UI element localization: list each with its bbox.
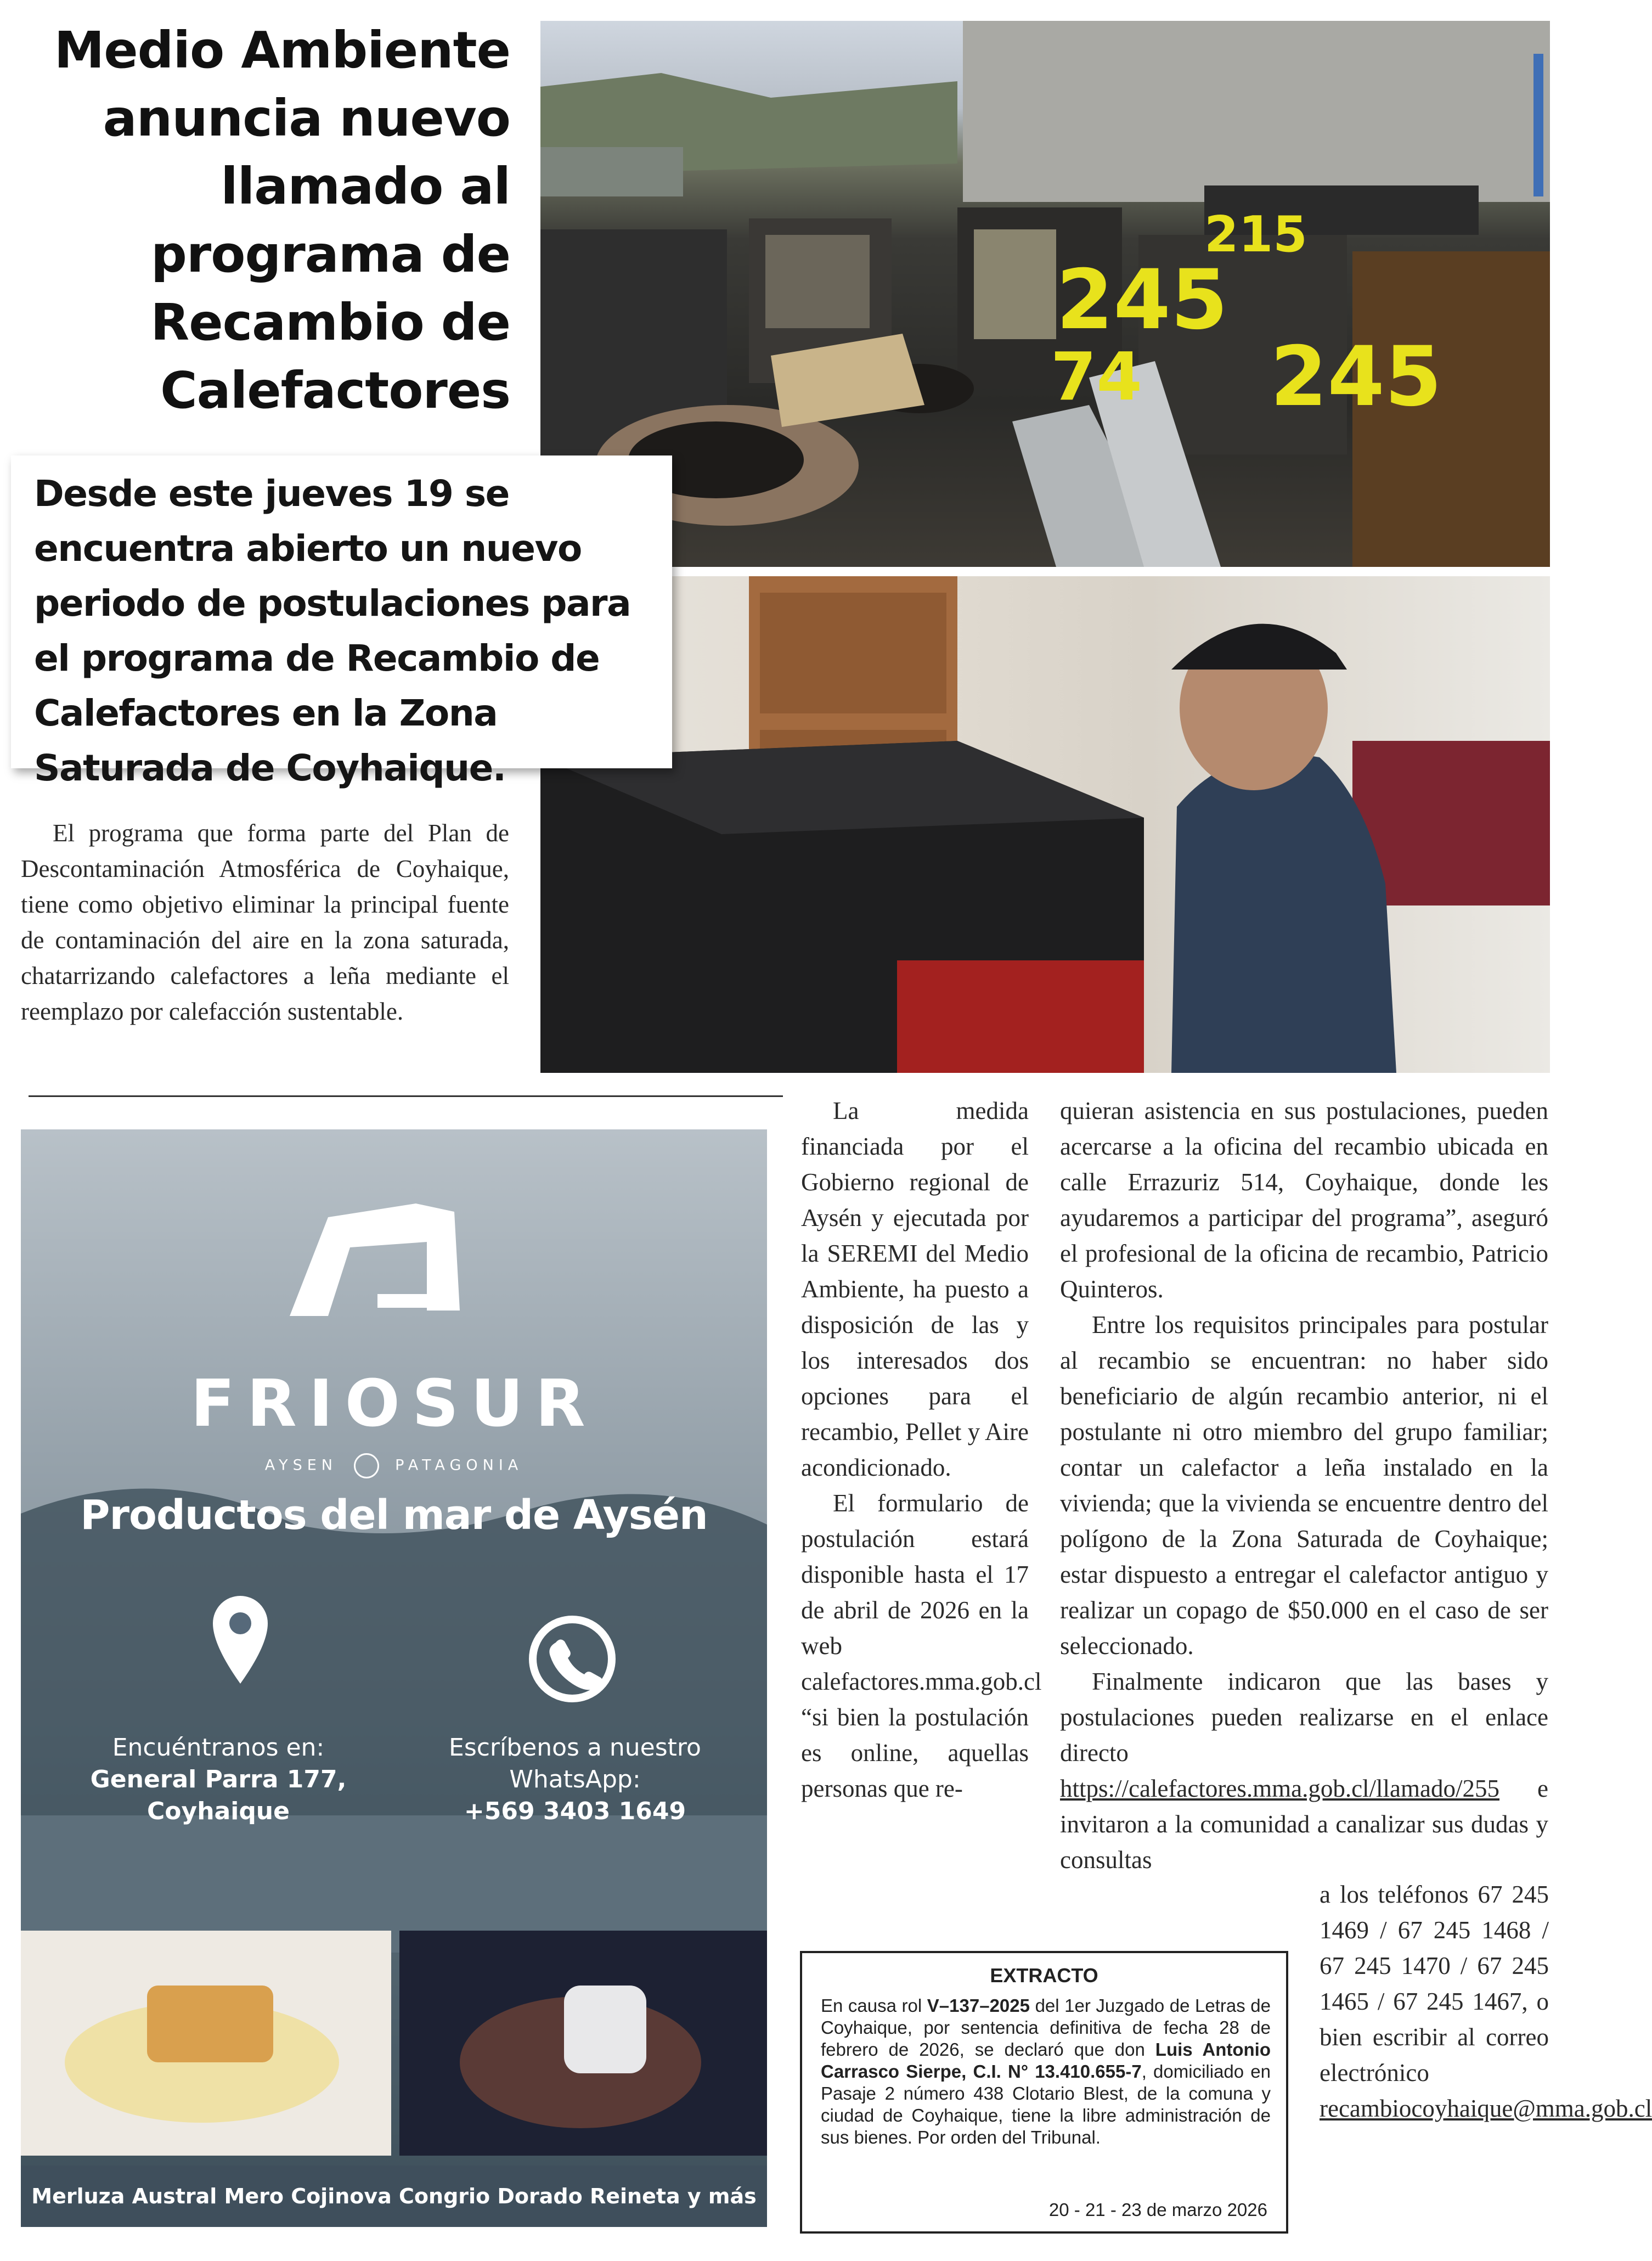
photo-man-new-stove	[540, 576, 1550, 1073]
article-paragraph	[1060, 1664, 1548, 1878]
article-intro	[21, 815, 509, 1030]
extracto-rol: V–137–2025	[927, 1995, 1030, 2016]
article-paragraph: quieran asistencia en sus postulaciones, pueden acercarse a la oficina del recambio ubicada en calle Errazuriz 514, Coyhaique, donde les ayudaremos a participar del programa”, aseguró el profesional de la oficina de recambio, Patricio Quinteros.	[1060, 1097, 1548, 1303]
fish-fillet	[147, 1986, 273, 2062]
lead-text: Desde este jueves 19 se encuentra abierto un nuevo periodo de postulaciones para el programa de Recambio de Calefactores en la Zona Saturada de Coyhaique.	[34, 473, 631, 789]
building-shape	[540, 147, 683, 196]
article-paragraph: La medida financiada por el Gobierno regional de Aysén y ejecutada por la SEREMI del Medio Ambiente, ha puesto a disposición de las y los interesados dos opciones para el recambio, Pellet y Aire acondicionado.	[801, 1097, 1029, 1481]
article-column-right	[1060, 1093, 1548, 1878]
address-label: Encuéntranos en:	[112, 1734, 325, 1762]
calefactores-link[interactable]: https://calefactores.mma.gob.cl/llamado/255	[1060, 1775, 1500, 1802]
friosur-advertisement	[21, 1129, 767, 2227]
whatsapp-label: WhatsApp:	[509, 1765, 641, 1793]
location-pin-hole	[229, 1612, 251, 1634]
whatsapp-phone: +569 3403 1649	[464, 1797, 686, 1825]
extracto-text: del 1er Juzgado de Letras de Coyhaique, por sentencia definitiva de fecha 28 de febrero de 2026, se declaró que don	[821, 1995, 1271, 2060]
spray-number: 245	[1056, 252, 1228, 348]
lead-box	[11, 455, 672, 789]
ship-icon	[377, 1294, 427, 1308]
brand-subtitle	[21, 1453, 767, 1478]
intro-paragraph: El programa que forma parte del Plan de Descontaminación Atmosférica de Coyhaique, tiene como objetivo eliminar la principal fuente de contaminación del aire en la zona saturada, chatarrizando calefactores a leña mediante el reemplazo por calefacción sustentable.	[21, 819, 509, 1025]
address-line: Coyhaique	[147, 1797, 290, 1825]
article-paragraph: El formulario de postulación estará disponible hasta el 17 de abril de 2026 en la web calefactores.mma.gob.cl “si bien la postulación es online, aquellas personas que re-	[801, 1489, 1042, 1802]
extracto-notice	[800, 1951, 1288, 2234]
headline-line: Recambio de	[150, 293, 510, 352]
spray-number: 245	[1270, 329, 1442, 425]
ad-address-block	[65, 1732, 372, 1827]
stove-red-side	[897, 960, 1144, 1073]
paragraph-text: e invitaron a la comunidad a canalizar sus dudas y consultas	[1060, 1775, 1548, 1874]
article-column-right-continued	[1320, 1877, 1652, 2127]
spray-number: 74	[1051, 339, 1142, 415]
address-line: General Parra 177,	[90, 1765, 347, 1793]
extracto-body	[821, 1995, 1271, 2148]
headline-line: anuncia nuevo	[103, 89, 510, 148]
headline	[22, 16, 510, 425]
man-illustration	[540, 576, 1550, 1073]
ad-tagline: Productos del mar de Aysén	[80, 1492, 708, 1539]
article-paragraph: Entre los requisitos principales para postular al recambio se encuentran: no haber sido beneficiario de algún recambio anterior, ni el postulante ni otro miembro del grupo familiar; contar un calefactor a leña instalado en la vivienda; que la vivienda se encuentre dentro del polígono de la Zona Saturada de Coyhaique; estar dispuesto a entregar el calefactor antiguo y realizar un copago de $50.000 en el caso de ser seleccionado.	[1060, 1311, 1548, 1660]
blue-pole	[1533, 54, 1543, 196]
photo-old-stoves	[540, 21, 1550, 567]
friosur-brand: FRIOSUR	[190, 1365, 597, 1441]
extracto-dates: 20 - 21 - 23 de marzo 2026	[1048, 2200, 1267, 2220]
compass-icon	[354, 1453, 379, 1478]
fish-piece	[564, 1986, 646, 2073]
extracto-text: , domiciliado en Pasaje 2 número 438 Clotario Blest, de la comuna y ciudad de Coyhaique, tiene la libre administración de sus bienes. Por orden del Tribunal.	[821, 2061, 1271, 2147]
paragraph-text: Finalmente indicaron que las bases y postulaciones pueden realizarse en el enlace directo	[1060, 1668, 1548, 1767]
ad-background-art	[21, 1129, 767, 2227]
door-panel	[760, 593, 946, 713]
concrete-wall	[963, 21, 1550, 202]
stove-window	[765, 235, 870, 328]
ad-species-band: Merluza Austral Mero Cojinova Congrio Dorado Reineta y más	[21, 2166, 767, 2227]
extracto-name: Luis Antonio Carrasco Sierpe, C.I. N° 13.410.655-7	[821, 2039, 1271, 2082]
headline-line: programa de	[151, 225, 510, 284]
friosur-logo-icon	[290, 1203, 460, 1316]
subtitle-left: AYSEN	[264, 1456, 337, 1474]
stove-window	[974, 229, 1056, 339]
headline-line: llamado al	[221, 157, 510, 216]
extracto-text: En causa rol	[821, 1995, 927, 2016]
man-cap	[1171, 624, 1347, 670]
headline-line: Calefactores	[160, 361, 510, 420]
spray-number: 215	[1204, 206, 1307, 263]
ad-whatsapp-block	[416, 1732, 734, 1827]
headline-line: Medio Ambiente	[54, 21, 510, 80]
extracto-title: EXTRACTO	[990, 1964, 1098, 1987]
email-link[interactable]: recambiocoyhaique@mma.gob.cl	[1320, 2095, 1652, 2122]
paragraph-text: a los teléfonos 67 245 1469 / 67 245 1468 / 67 245 1470 / 67 245 1465 / 67 245 1467, o bien escribir al correo electrónico	[1320, 1881, 1549, 2086]
article-column-middle	[801, 1093, 1042, 1807]
section-divider	[29, 1095, 783, 1097]
subtitle-right: PATAGONIA	[395, 1456, 523, 1474]
stoves-illustration	[540, 21, 1550, 567]
whatsapp-label: Escríbenos a nuestro	[449, 1734, 701, 1762]
